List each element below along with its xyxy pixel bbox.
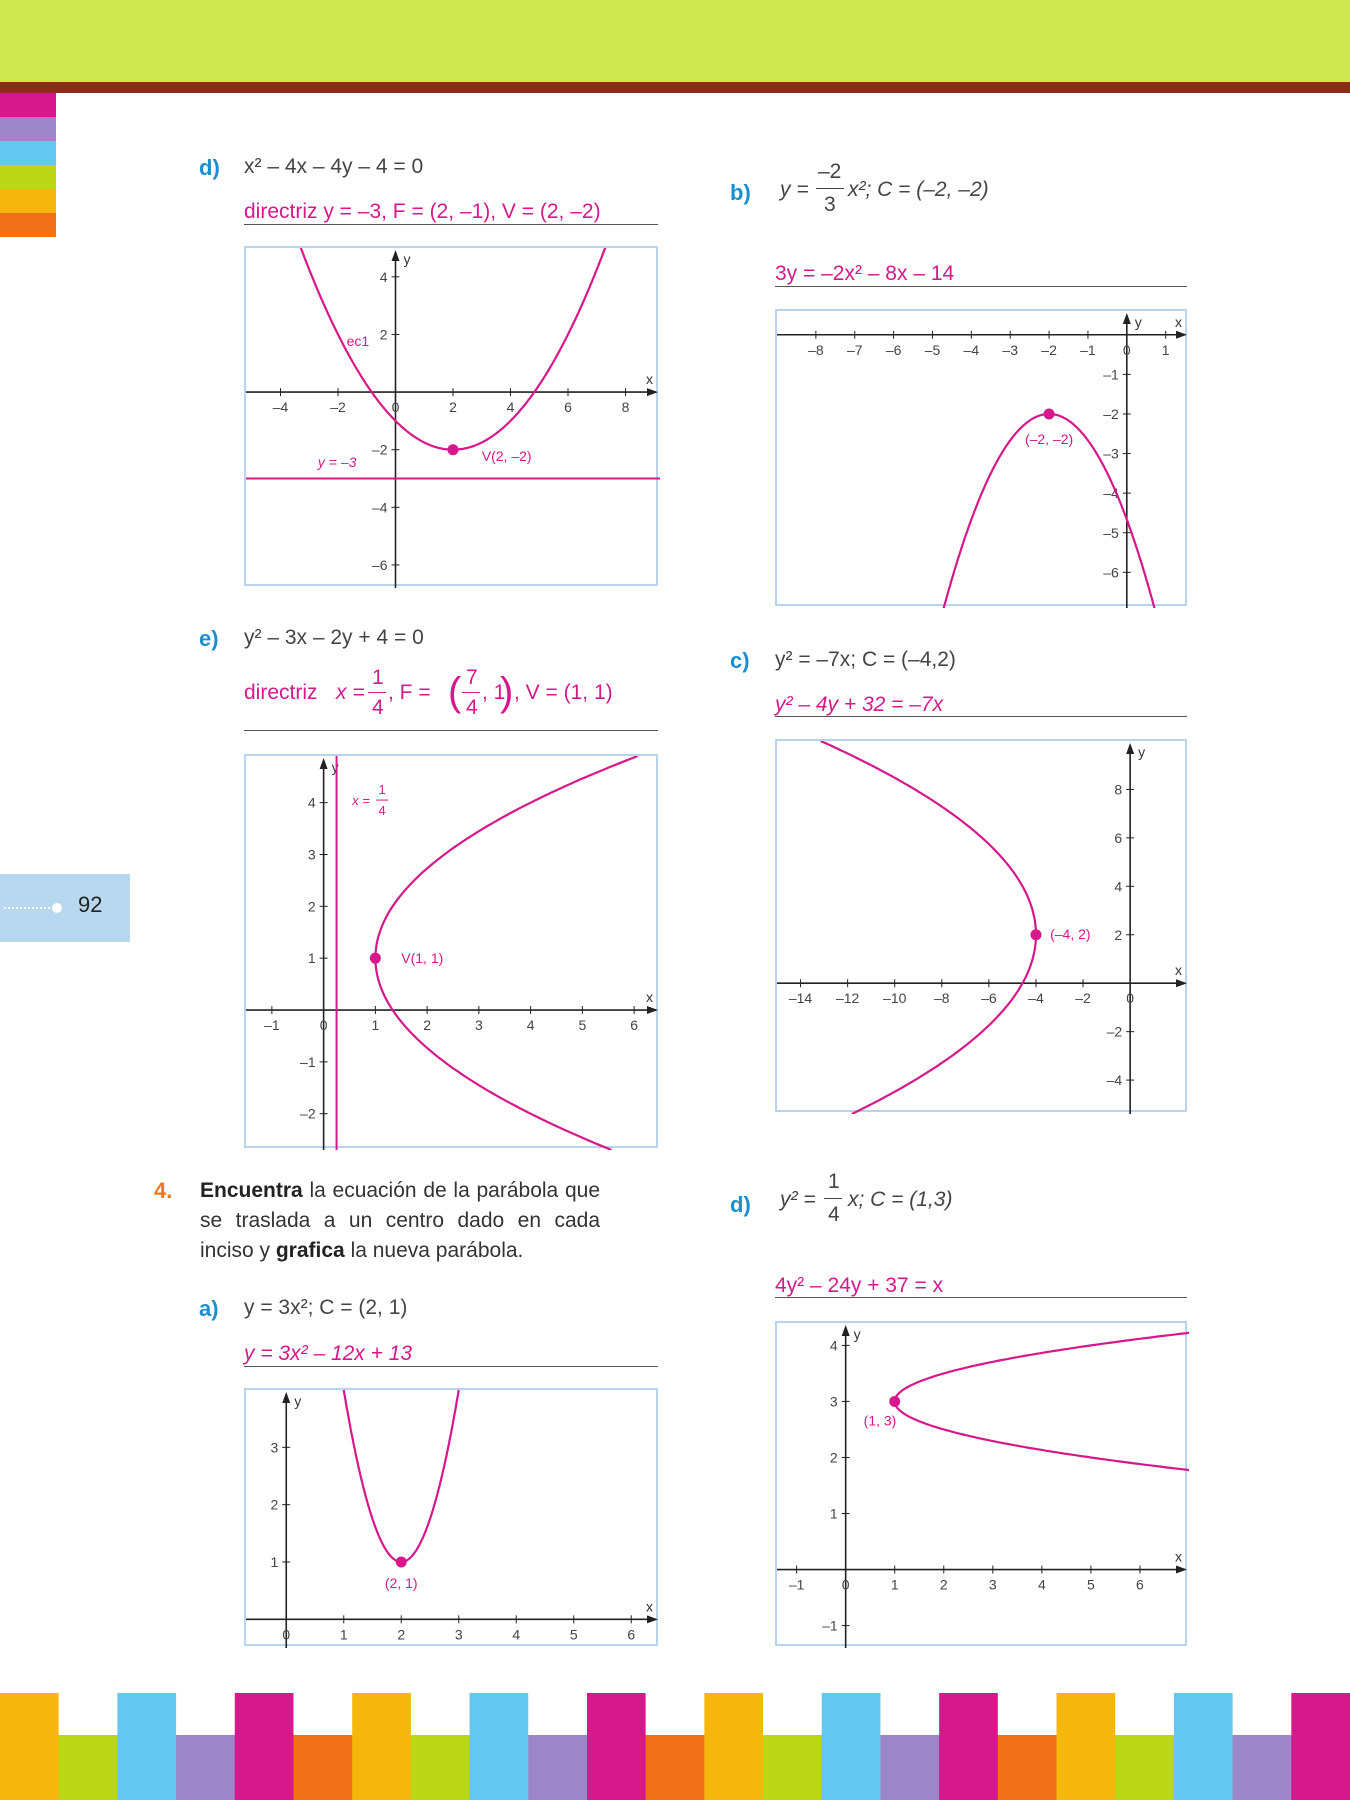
exercise-4-text-1: la ecuación de la parábola que se traslada a un centro dado en cada inciso y xyxy=(200,1179,600,1262)
stripe-bottom-12 xyxy=(704,1735,763,1800)
stripe-bottom-6 xyxy=(352,1735,411,1800)
x-tick-label: 1 xyxy=(1161,341,1170,358)
stripe-top-4 xyxy=(235,1693,294,1735)
y-axis-arrow xyxy=(320,758,328,769)
stripe-top-5 xyxy=(293,1693,352,1735)
x-tick-label: 6 xyxy=(1136,1576,1144,1593)
stripe-bottom-21 xyxy=(1233,1735,1292,1800)
y-tick-label: –6 xyxy=(1103,564,1119,581)
y-tick-label: –5 xyxy=(1103,524,1119,541)
y-tick-label: 4 xyxy=(379,268,388,285)
x-axis-arrow xyxy=(1176,1566,1187,1574)
y-tick-label: 2 xyxy=(1114,926,1123,943)
stripe-top-9 xyxy=(528,1693,587,1735)
exercise-4-instructions xyxy=(200,1176,600,1266)
stripe-bottom-22 xyxy=(1291,1735,1350,1800)
prob-d-answer: directriz y = –3, F = (2, –1), V = (2, –2) xyxy=(244,200,601,223)
stripe-top-1 xyxy=(59,1693,118,1735)
prob-4a-equation: y = 3x²; C = (2, 1) xyxy=(244,1296,408,1319)
stripe-bottom-18 xyxy=(1057,1735,1116,1800)
prob-d-label: d) xyxy=(199,155,220,180)
prob-4d-equation xyxy=(780,1170,1020,1230)
directrix-label-num: 1 xyxy=(378,782,386,798)
y-tick-label: –2 xyxy=(371,441,388,458)
prob-4b-graph-svg xyxy=(777,311,1189,608)
side-tab-4 xyxy=(0,189,56,213)
y-tick-label: 2 xyxy=(270,1496,279,1513)
x-axis-label: x xyxy=(646,989,653,1006)
stripe-top-6 xyxy=(352,1693,411,1735)
stripe-top-19 xyxy=(1115,1693,1174,1735)
prob-4b-eq-lhs: y = xyxy=(780,178,809,201)
y-tick-label: –2 xyxy=(1106,1023,1123,1040)
prob-4d-eq-frac-bar xyxy=(824,1198,842,1199)
stripe-top-15 xyxy=(880,1693,939,1735)
x-axis-label: x xyxy=(1175,1548,1182,1565)
y-axis-label: y xyxy=(294,1393,302,1409)
x-tick-label: 4 xyxy=(512,1626,521,1643)
prob-e-answer-f: , F = xyxy=(388,681,431,704)
prob-4d-graph-svg xyxy=(777,1323,1189,1648)
y-tick-label: –4 xyxy=(1106,1072,1123,1089)
parabola-curve xyxy=(895,1323,1189,1480)
y-tick-label: 2 xyxy=(307,898,316,915)
y-tick-label: –4 xyxy=(1103,485,1119,502)
prob-4c-answer-rule xyxy=(775,716,1187,717)
x-tick-label: 2 xyxy=(423,1017,432,1034)
vertex-label: (2, 1) xyxy=(384,1575,418,1591)
stripe-bottom-0 xyxy=(0,1735,59,1800)
stripe-bottom-19 xyxy=(1115,1735,1174,1800)
y-tick-label: 6 xyxy=(1114,829,1123,846)
y-tick-label: 4 xyxy=(307,794,316,811)
stripe-top-11 xyxy=(646,1693,705,1735)
side-color-tabs xyxy=(0,93,56,237)
x-tick-label: –6 xyxy=(981,990,997,1007)
prob-e-frac-bar-2 xyxy=(462,692,480,693)
y-axis-arrow xyxy=(392,250,400,261)
x-tick-label: 6 xyxy=(627,1626,636,1643)
y-tick-label: –2 xyxy=(300,1105,316,1122)
prob-e-answer xyxy=(244,666,664,726)
x-tick-label: 2 xyxy=(939,1576,948,1593)
vertex-point xyxy=(370,953,381,964)
x-tick-label: 2 xyxy=(397,1626,406,1643)
prob-e-answer-v: , V = (1, 1) xyxy=(514,681,613,704)
vertex-label: V(1, 1) xyxy=(401,950,444,967)
x-tick-label: –8 xyxy=(808,341,824,358)
stripe-top-2 xyxy=(117,1693,176,1735)
prob-4c-graph xyxy=(775,739,1187,1112)
vertex-label: (–2, –2) xyxy=(1024,430,1074,447)
prob-e-answer-x-num: 1 xyxy=(372,666,384,689)
prob-4a-graph xyxy=(244,1388,658,1646)
prob-4d-eq-den: 4 xyxy=(828,1203,840,1226)
x-tick-label: 1 xyxy=(339,1626,348,1643)
stripe-bottom-14 xyxy=(822,1735,881,1800)
prob-4b-eq-rhs: x²; C = (–2, –2) xyxy=(848,178,989,201)
y-tick-label: 8 xyxy=(1114,781,1123,798)
exercise-4-number: 4. xyxy=(154,1178,173,1203)
stripe-top-22 xyxy=(1291,1693,1350,1735)
x-tick-label: 0 xyxy=(391,399,400,416)
y-axis-label: y xyxy=(1138,744,1146,760)
stripe-top-10 xyxy=(587,1693,646,1735)
y-axis-arrow xyxy=(1123,313,1131,324)
side-tab-1 xyxy=(0,117,56,141)
prob-e-graph xyxy=(244,754,658,1148)
prob-e-answer-f-tail: , 1 xyxy=(482,681,506,704)
prob-4b-eq-num: –2 xyxy=(818,160,842,183)
y-tick-label: 4 xyxy=(829,1337,838,1354)
directrix-label-den: 4 xyxy=(378,803,386,819)
stripe-bottom-2 xyxy=(117,1735,176,1800)
top-color-band xyxy=(0,0,1350,82)
x-axis-label: x xyxy=(1175,313,1182,330)
page-number: 92 xyxy=(78,892,103,917)
y-axis-label: y xyxy=(331,759,339,775)
x-tick-label: –2 xyxy=(1075,990,1091,1007)
x-tick-label: –4 xyxy=(963,341,980,358)
x-tick-label: –2 xyxy=(1041,341,1057,358)
x-tick-label: 8 xyxy=(621,399,630,416)
x-tick-label: –6 xyxy=(885,341,902,358)
y-tick-label: –1 xyxy=(1103,366,1119,383)
stripe-top-16 xyxy=(939,1693,998,1735)
prob-e-frac-bar-1 xyxy=(368,692,386,693)
stripe-bottom-8 xyxy=(470,1735,529,1800)
prob-d-graph xyxy=(244,246,658,586)
x-tick-label: –4 xyxy=(272,399,289,416)
prob-4b-answer: 3y = –2x² – 8x – 14 xyxy=(775,262,955,285)
prob-4d-answer: 4y² – 24y + 37 = x xyxy=(775,1274,944,1297)
x-tick-label: 4 xyxy=(1037,1576,1046,1593)
y-axis-arrow xyxy=(842,1325,850,1336)
stripe-bottom-9 xyxy=(528,1735,587,1800)
parabola-curve xyxy=(342,1390,461,1562)
vertex-label: V(2, –2) xyxy=(481,448,532,465)
prob-4d-graph xyxy=(775,1321,1187,1646)
side-tab-5 xyxy=(0,213,56,237)
y-tick-label: 1 xyxy=(307,950,316,967)
prob-4c-graph-svg xyxy=(777,741,1189,1114)
y-tick-label: 3 xyxy=(307,846,316,863)
stripe-top-8 xyxy=(470,1693,529,1735)
prob-4d-eq-num: 1 xyxy=(828,1170,840,1193)
stripe-bottom-20 xyxy=(1174,1735,1233,1800)
prob-4d-eq-lhs: y² = xyxy=(780,1188,816,1211)
stripe-bottom-17 xyxy=(998,1735,1057,1800)
directrix-label: y = –3 xyxy=(317,453,357,470)
x-axis-arrow xyxy=(1176,331,1187,339)
stripe-bottom-15 xyxy=(880,1735,939,1800)
x-tick-label: 0 xyxy=(319,1017,328,1034)
parabola-curve xyxy=(821,741,1036,1114)
stripe-top-21 xyxy=(1233,1693,1292,1735)
stripe-top-20 xyxy=(1174,1693,1233,1735)
top-divider-line xyxy=(0,82,1350,93)
prob-4d-label: d) xyxy=(730,1192,751,1217)
x-axis-label: x xyxy=(646,1598,653,1615)
stripe-top-18 xyxy=(1057,1693,1116,1735)
y-tick-label: 1 xyxy=(270,1554,279,1570)
x-tick-label: 1 xyxy=(890,1576,899,1593)
y-tick-label: 1 xyxy=(829,1505,838,1522)
y-tick-label: –1 xyxy=(300,1053,316,1070)
y-tick-label: 3 xyxy=(829,1393,838,1410)
x-tick-label: –10 xyxy=(883,990,907,1007)
x-tick-label: –2 xyxy=(330,399,346,416)
prob-e-answer-rule xyxy=(244,730,658,731)
prob-e-equation: y² – 3x – 2y + 4 = 0 xyxy=(244,626,424,649)
stripe-top-0 xyxy=(0,1693,59,1735)
y-axis-arrow xyxy=(1126,743,1134,754)
x-tick-label: 4 xyxy=(526,1017,535,1034)
prob-e-paren-open: ( xyxy=(448,670,462,714)
prob-4c-answer: y² – 4y + 32 = –7x xyxy=(775,693,944,716)
x-tick-label: 2 xyxy=(449,399,457,416)
stripe-top-14 xyxy=(822,1693,881,1735)
x-axis-arrow xyxy=(647,1006,658,1014)
x-axis-label: x xyxy=(646,371,653,388)
stripe-bottom-16 xyxy=(939,1735,998,1800)
x-tick-label: –3 xyxy=(1002,341,1018,358)
prob-4d-eq-rhs: x; C = (1,3) xyxy=(848,1188,953,1211)
prob-4b-answer-rule xyxy=(775,286,1187,287)
stripe-bottom-1 xyxy=(59,1735,118,1800)
y-axis-label: y xyxy=(853,1326,861,1342)
x-tick-label: 1 xyxy=(371,1017,380,1034)
y-tick-label: –1 xyxy=(822,1617,838,1634)
prob-e-answer-x: x = xyxy=(336,681,365,704)
stripe-top-3 xyxy=(176,1693,235,1735)
stripe-bottom-7 xyxy=(411,1735,470,1800)
y-axis-arrow xyxy=(282,1392,290,1403)
y-tick-label: 3 xyxy=(270,1439,279,1456)
prob-e-answer-f-den: 4 xyxy=(466,696,478,719)
vertex-point xyxy=(396,1557,407,1568)
stripe-top-12 xyxy=(704,1693,763,1735)
stripe-bottom-3 xyxy=(176,1735,235,1800)
prob-e-answer-f-num: 7 xyxy=(466,666,478,689)
exercise-4-bold-1: Encuentra xyxy=(200,1179,303,1202)
y-tick-label: 2 xyxy=(829,1449,838,1466)
x-tick-label: 5 xyxy=(578,1017,587,1034)
x-tick-label: 0 xyxy=(1122,341,1131,358)
leader-dot xyxy=(52,903,62,913)
x-tick-label: –7 xyxy=(846,341,863,358)
x-axis-arrow xyxy=(647,388,658,396)
prob-4b-eq-frac-bar xyxy=(816,188,844,189)
side-tab-2 xyxy=(0,141,56,165)
stripe-top-17 xyxy=(998,1693,1057,1735)
prob-4a-graph-svg xyxy=(246,1390,660,1648)
x-tick-label: 0 xyxy=(1126,990,1135,1007)
x-tick-label: 6 xyxy=(630,1017,639,1034)
prob-4d-answer-rule xyxy=(775,1297,1187,1298)
x-tick-label: –1 xyxy=(264,1017,280,1034)
prob-4b-eq-den: 3 xyxy=(824,193,836,216)
x-tick-label: –14 xyxy=(788,990,813,1007)
x-tick-label: 3 xyxy=(454,1626,463,1643)
x-tick-label: 5 xyxy=(1087,1576,1095,1593)
y-tick-label: –4 xyxy=(371,499,388,516)
y-tick-label: –2 xyxy=(1103,405,1119,422)
x-tick-label: 3 xyxy=(988,1576,997,1593)
bottom-color-stripes xyxy=(0,1693,1350,1800)
directrix-label-x: x = xyxy=(352,793,370,809)
prob-e-answer-x-den: 4 xyxy=(372,696,384,719)
prob-4b-equation xyxy=(780,160,1020,220)
side-tab-0 xyxy=(0,93,56,117)
prob-4c-equation: y² = –7x; C = (–4,2) xyxy=(775,648,956,671)
prob-e-answer-prefix: directriz xyxy=(244,681,318,704)
vertex-point xyxy=(1030,929,1041,940)
x-tick-label: –5 xyxy=(924,341,941,358)
y-tick-label: –6 xyxy=(371,556,388,573)
x-tick-label: 3 xyxy=(474,1017,483,1034)
vertex-label: (–4, 2) xyxy=(1050,925,1091,942)
prob-d-equation: x² – 4x – 4y – 4 = 0 xyxy=(244,155,424,178)
stripe-bottom-13 xyxy=(763,1735,822,1800)
prob-4a-answer: y = 3x² – 12x + 13 xyxy=(244,1342,413,1365)
prob-4b-graph xyxy=(775,309,1187,606)
prob-d-graph-svg xyxy=(246,248,660,588)
dotted-leader xyxy=(4,907,54,909)
x-tick-label: –1 xyxy=(788,1576,805,1593)
prob-d-answer-rule xyxy=(244,224,658,225)
prob-e-paren-close: ) xyxy=(500,670,514,714)
y-axis-label: y xyxy=(403,251,411,267)
x-tick-label: –1 xyxy=(1080,341,1096,358)
bottom-stripes-svg xyxy=(0,1693,1350,1800)
page-number-tab xyxy=(0,874,130,942)
prob-e-graph-svg xyxy=(246,756,660,1150)
prob-4c-label: c) xyxy=(730,648,750,673)
stripe-bottom-4 xyxy=(235,1735,294,1800)
vertex-point xyxy=(448,444,459,455)
stripe-bottom-10 xyxy=(587,1735,646,1800)
stripe-bottom-11 xyxy=(646,1735,705,1800)
prob-4b-label: b) xyxy=(730,180,751,205)
stripe-top-13 xyxy=(763,1693,822,1735)
x-axis-arrow xyxy=(1176,979,1187,987)
prob-4a-answer-rule xyxy=(244,1366,658,1367)
vertex-label: (1, 3) xyxy=(863,1412,897,1429)
y-tick-label: –3 xyxy=(1103,445,1119,462)
exercise-4-text-2: la nueva parábola. xyxy=(344,1239,524,1262)
x-tick-label: –12 xyxy=(835,990,860,1007)
prob-4a-label: a) xyxy=(199,1296,219,1321)
y-tick-label: 4 xyxy=(1114,878,1123,895)
y-axis-label: y xyxy=(1134,314,1142,330)
x-axis-label: x xyxy=(1175,962,1182,979)
x-tick-label: 0 xyxy=(282,1626,291,1643)
x-tick-label: 6 xyxy=(564,399,572,416)
parabola-curve xyxy=(286,248,622,450)
stripe-bottom-5 xyxy=(293,1735,352,1800)
x-tick-label: 4 xyxy=(506,399,515,416)
x-tick-label: 5 xyxy=(569,1626,578,1643)
x-tick-label: –4 xyxy=(1028,990,1044,1007)
x-tick-label: –8 xyxy=(934,990,950,1007)
curve-label: ec1 xyxy=(346,332,370,349)
x-tick-label: 0 xyxy=(841,1576,850,1593)
prob-e-label: e) xyxy=(199,626,219,651)
vertex-point xyxy=(889,1396,900,1407)
exercise-4-bold-2: grafica xyxy=(275,1239,345,1262)
side-tab-3 xyxy=(0,165,56,189)
stripe-top-7 xyxy=(411,1693,470,1735)
vertex-point xyxy=(1044,408,1055,419)
y-tick-label: 2 xyxy=(379,326,388,343)
x-axis-arrow xyxy=(647,1615,658,1623)
